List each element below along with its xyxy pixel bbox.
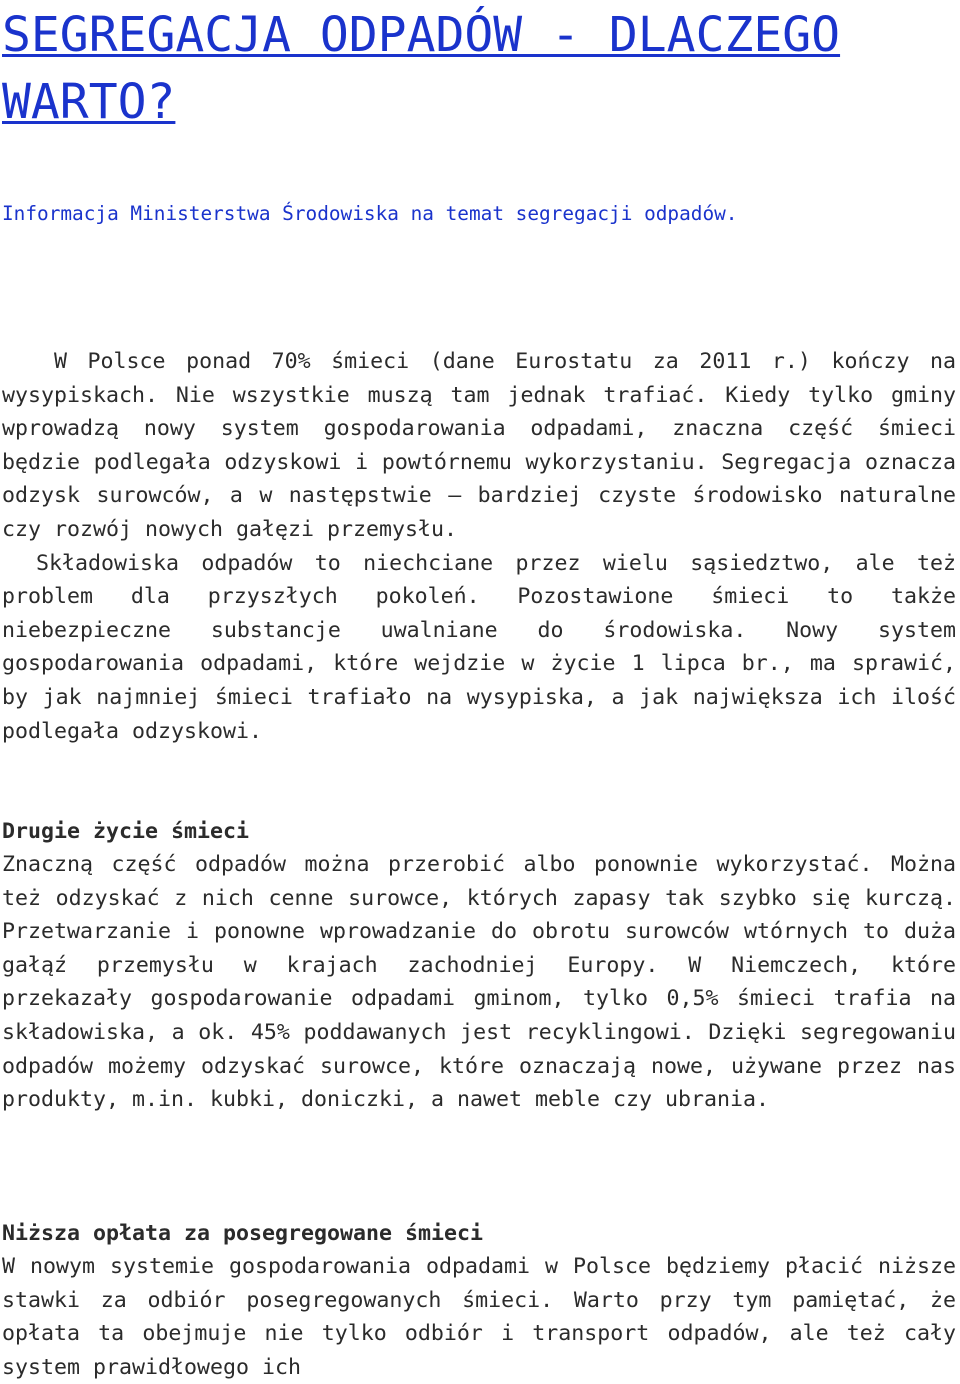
intro-text-part2: Składowiska odpadów to niechciane przez wielu sąsiedztwo, ale też problem dla przyszłych pokoleń. Pozostawione śmieci to także niebezpieczne substancje uwalniane do środowiska. Nowy system gospodarowania odpadami, które wejdzie w życie 1 lipca br., ma sprawić, by jak najmniej śmieci trafiało na wysypiska, a jak największa ich ilość podlegała odzyskowi. [2, 550, 956, 744]
section-heading-nizsza-oplata: Niższa opłata za posegregowane śmieci [2, 1221, 484, 1246]
section-paragraph-drugie-zycie: Znaczną część odpadów można przerobić albo ponownie wykorzystać. Można też odzyskać z nich cenne surowce, których zapasy tak szybko się kurczą. Przetwarzanie i ponowne wprowadzanie do obrotu surowców wtórnych to duża gałąź przemysłu w krajach zachodniej Europy. W Niemczech, które przekazały gospodarowanie odpadami gminom, tylko 0,5% śmieci trafia na składowiska, a ok. 45% poddawanych jest recyklingowi. Dzięki segregowaniu odpadów możemy odzyskać surowce, które oznaczają nowe, używane przez nas produkty, m.in. kubki, doniczki, a nawet meble czy ubrania. [2, 852, 956, 1113]
section-heading-drugie-zycie: Drugie życie śmieci [2, 819, 250, 844]
intro-text-part1: W Polsce ponad 70% śmieci (dane Eurostatu za 2011 r.) kończy na wysypiskach. Nie wszystkie muszą tam jednak trafiać. Kiedy tylko gminy wprowadzą nowy system gospodarowania odpadami, znaczna część śmieci będzie podlegała odzyskowi i powtórnemu wykorzystaniu. Segregacja oznacza odzysk surowców, a w następstwie – bardziej czyste środowisko naturalne czy rozwój nowych gałęzi przemysłu. [2, 349, 956, 542]
section-paragraph-nizsza-oplata: W nowym systemie gospodarowania odpadami w Polsce będziemy płacić niższe stawki za odbiór posegregowanych śmieci. Warto przy tym pamiętać, że opłata ta obejmuje nie tylko odbiór i transport odpadów, ale też cały system prawidłowego ich [2, 1254, 956, 1380]
article [2, 0, 956, 1380]
article-subtitle: Informacja Ministerstwa Środowiska na temat segregacji odpadów. [2, 202, 738, 225]
intro-paragraph [2, 345, 956, 748]
article-title-link[interactable]: SEGREGACJA ODPADÓW - DLACZEGO WARTO? [2, 7, 841, 130]
